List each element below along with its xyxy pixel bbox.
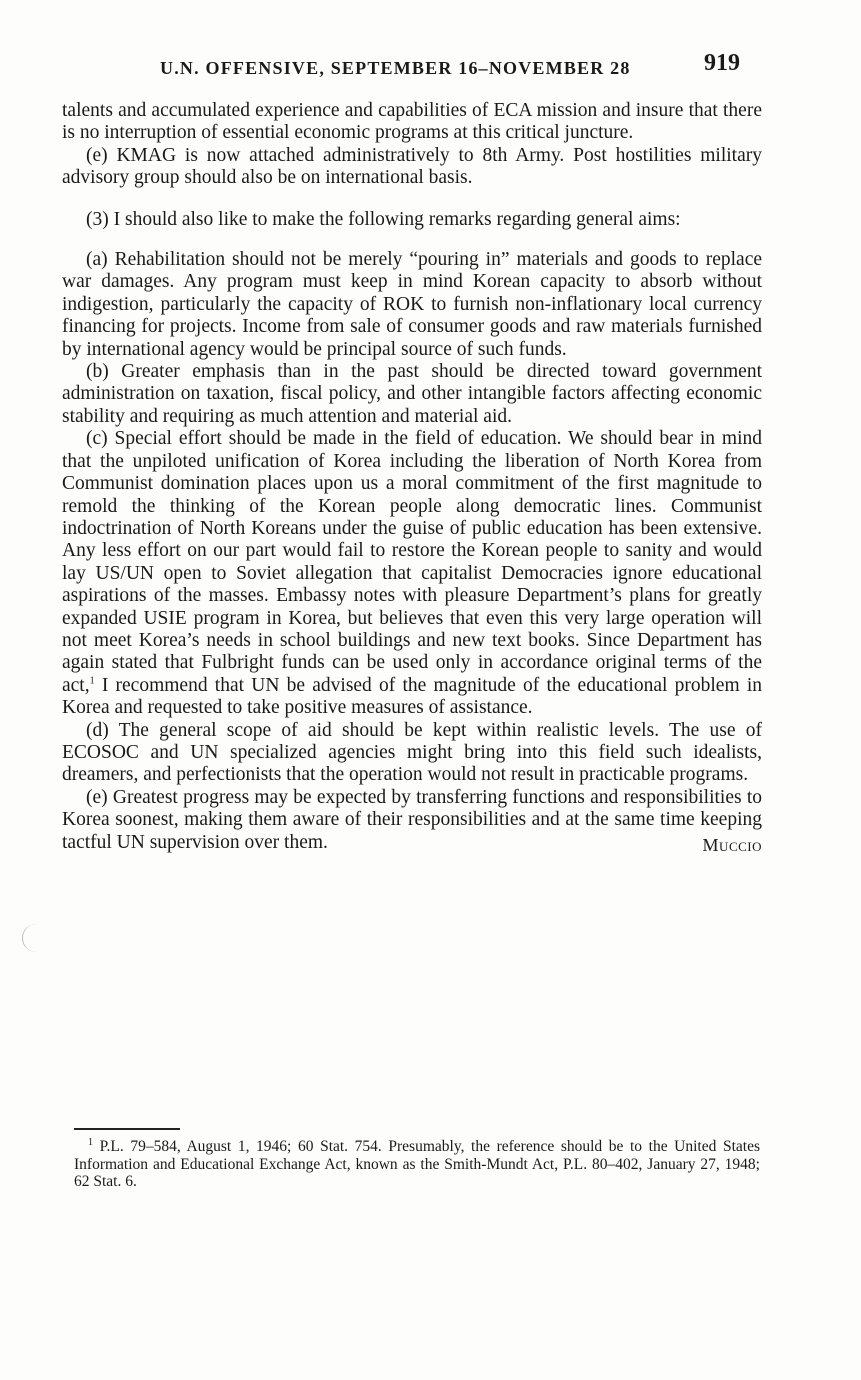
- paragraph-e-kmag: (e) KMAG is now attached administratively to 8th Army. Post hostilities military advisory group should also be on international basis.: [62, 144, 762, 189]
- paragraph-c-education: [62, 428, 762, 719]
- paragraph-a-rehabilitation: (a) Rehabilitation should not be merely “pouring in” materials and goods to replace war damages. Any program must keep in mind Korean capacity to absorb without indigestion, particularly the capacity of ROK to furnish non-inflationary local currency financing for projects. Income from sale of consumer goods and raw materials furnished by international agency would be principal source of such funds.: [62, 249, 762, 360]
- paragraph-continued: talents and accumulated experience and capabilities of ECA mission and insure that there is no interruption of essential economic programs at this critical juncture.: [62, 100, 762, 144]
- document-body: [62, 100, 762, 856]
- footnote-marker: 1: [88, 1136, 93, 1148]
- signature: Muccio: [702, 835, 762, 855]
- paragraph-c-text-part1: (c) Special effort should be made in the field of education. We should bear in mind that the unpiloted unification of Korea including the liberation of North Korea from Communist domination places upon us a moral commitment of the first magnitude to remold the thinking of the Korean people along democratic lines. Communist indoctrination of North Koreans under the guise of public education has been extensive. Any less effort on our part would fail to restore the Korean people to sanity and would lay US/UN open to Soviet allegation that capitalist Democracies ignore educational aspirations of the masses. Embassy notes with pleasure Department’s plans for greatly expanded USIE program in Korea, but believes that even this very large operation will not meet Korea’s needs in school buildings and new text books. Since Department has again stated that Fulbright funds can be used only in accordance original terms of the act,: [62, 428, 762, 696]
- footnote-body: P.L. 79–584, August 1, 1946; 60 Stat. 754. Presumably, the reference should be to the United States Information and Educational Exchange Act, known as the Smith-Mundt Act, P.L. 80–402, January 27, 1948; 62 Stat. 6.: [74, 1138, 760, 1190]
- footnote-rule: [74, 1128, 180, 1130]
- page-number: 919: [704, 50, 740, 76]
- paragraph-3-general-aims: (3) I should also like to make the following remarks regarding general aims:: [86, 208, 681, 230]
- footnote-text: [74, 1138, 760, 1191]
- paragraph-c-text-part2: I recommend that UN be advised of the magnitude of the educational problem in Korea and requested to take positive measures of assistance.: [62, 674, 762, 719]
- footnote: [74, 1138, 760, 1191]
- paragraph-e-transferring-functions: (e) Greatest progress may be expected by transferring functions and responsibilities to Korea soonest, making them aware of their responsibilities and at the same time keeping tactful UN supervision over them.: [62, 786, 762, 853]
- paragraph-b-government-administration: (b) Greater emphasis than in the past should be directed toward government administration on taxation, fiscal policy, and other intangible factors affecting economic stability and requiring as much attention and material aid.: [62, 361, 762, 427]
- paragraph-d-scope-of-aid: (d) The general scope of aid should be kept within realistic levels. The use of ECOSOC and UN specialized agencies might bring into this field such idealists, dreamers, and perfectionists that the operation would not result in practicable programs.: [62, 719, 762, 786]
- footnote-reference: 1: [89, 675, 95, 687]
- running-head: U.N. OFFENSIVE, SEPTEMBER 16–NOVEMBER 28: [160, 58, 631, 78]
- margin-mark: [22, 924, 37, 952]
